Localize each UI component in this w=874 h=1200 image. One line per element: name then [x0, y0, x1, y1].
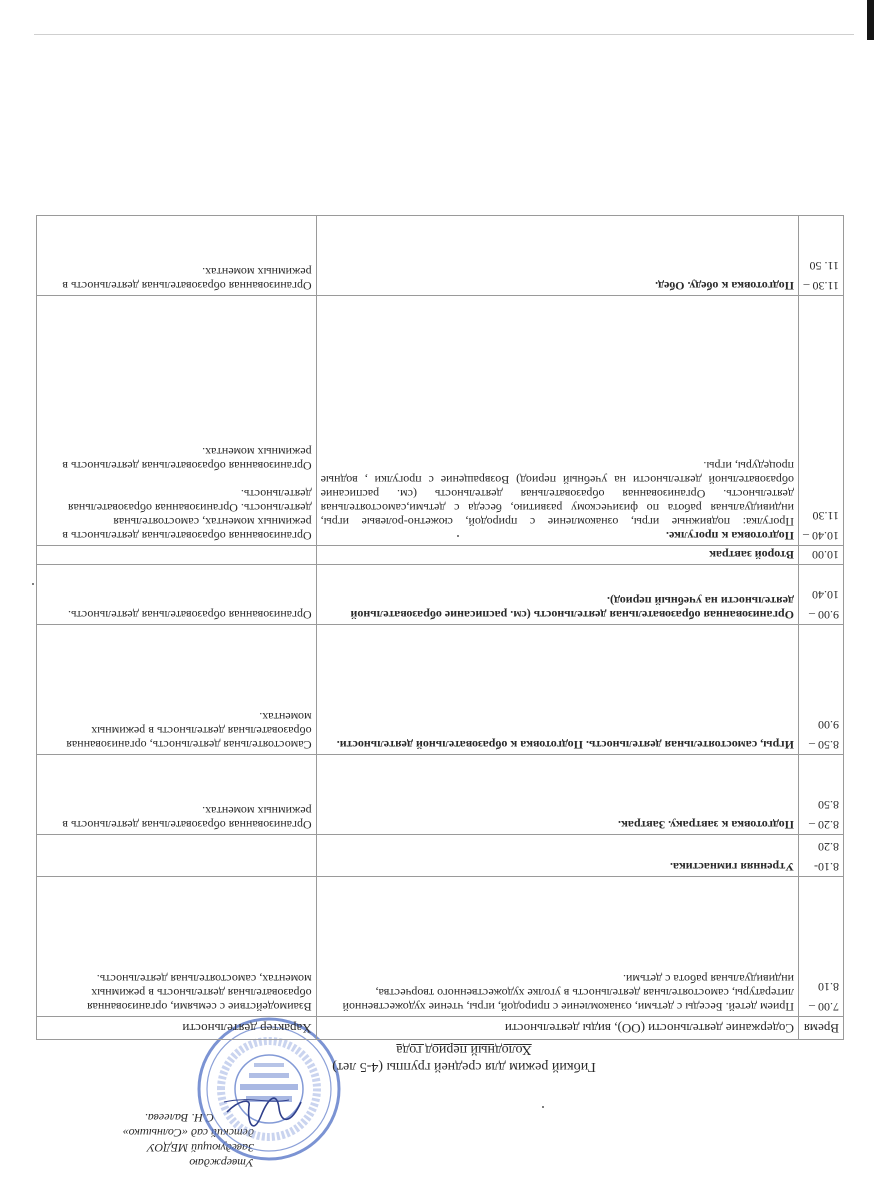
time-start: 10.40 –	[803, 529, 839, 543]
approval-line: Заведующий МБДОУ	[147, 1141, 254, 1155]
table-header-row	[37, 1017, 844, 1040]
title-main: Гибкий режим для средней группы (4-5 лет)	[332, 1059, 596, 1074]
type-cell: Взаимодействие с семьями, организованная образовательная деятельность в режимных моментах, самостоятельная деятельность.	[37, 877, 317, 1017]
content-cell	[316, 835, 798, 877]
table-row	[37, 877, 844, 1017]
type-cell: Организованная образовательная деятельность в режимных моментах.	[37, 755, 317, 835]
table-row	[37, 835, 844, 877]
content-text: Организованная образовательная деятельность (см. расписание образовательной деятельности на учебный период).	[350, 594, 795, 622]
content-cell	[316, 625, 798, 755]
signature	[219, 1090, 309, 1130]
time-cell	[799, 877, 844, 1017]
time-start: 8.10-	[814, 860, 839, 874]
type-text: Организованная образовательная деятельность в режимных моментах, самостоятельная деятельность. Организованная образовательная деятельность.	[62, 487, 312, 543]
time-end: 8.50	[818, 798, 839, 812]
content-text: Подготовка к завтраку. Завтрак.	[617, 818, 795, 832]
time-start: 10.00	[812, 548, 839, 562]
time-cell	[799, 835, 844, 877]
title-period: Холодный период года	[396, 1042, 532, 1057]
stray-dot	[542, 1106, 544, 1108]
content-cell	[316, 296, 798, 546]
schedule-table	[36, 215, 844, 1040]
approval-line: С.Н. Валеева.	[144, 1111, 214, 1125]
header-time: Время	[799, 1017, 844, 1040]
content-cell	[316, 216, 798, 296]
time-end: 8.10	[818, 980, 839, 994]
content-cell	[316, 565, 798, 625]
time-cell	[799, 755, 844, 835]
header-content: Содержание деятельности (ОО), виды деятельности	[316, 1017, 798, 1040]
time-end: 9.00	[818, 718, 839, 732]
table-row	[37, 755, 844, 835]
content-cell	[316, 877, 798, 1017]
time-start: 7.00 –	[809, 1000, 839, 1014]
table-row	[37, 625, 844, 755]
table-row	[37, 216, 844, 296]
type-cell: Самостоятельная деятельность, организованная образовательная деятельность в режимных моментах.	[37, 625, 317, 755]
approval-line: Утверждаю	[189, 1156, 254, 1170]
content-text: Второй завтрак	[709, 548, 795, 562]
type-text: Организованная образовательная деятельность в режимных моментах.	[62, 445, 312, 473]
time-end: 10.40	[812, 588, 839, 602]
scan-edge-bar	[867, 0, 874, 40]
stray-dot	[32, 583, 34, 585]
type-cell	[37, 546, 317, 565]
approval-line: детский сад «Солнышко»	[122, 1126, 254, 1140]
table-row	[37, 546, 844, 565]
header-type: Характер деятельности	[37, 1017, 317, 1040]
type-cell: Организованная образовательная деятельность в режимных моментах.	[37, 216, 317, 296]
table-row	[37, 565, 844, 625]
time-cell	[799, 296, 844, 546]
time-start: 9.00 –	[809, 608, 839, 622]
time-end: 8.20	[818, 840, 839, 854]
time-cell	[799, 546, 844, 565]
content-text: Прогулка: подвижные игры, ознакомление с природой, сюжетно-ролевые игры, индивидуальная работа по физическому развитию, беседа с детьми,самостоятельная деятельность. Организованная образовательная деятельность (см. расписание образовательной деятельности на учебный период) Возвращение с прогулки , водные процедуры, игры.	[320, 459, 795, 529]
time-cell	[799, 625, 844, 755]
time-end: 11. 50	[809, 259, 839, 273]
time-start: 8.20 –	[809, 818, 839, 832]
scan-edge-line	[34, 34, 854, 35]
content-cell	[316, 546, 798, 565]
time-start: 11.30 –	[803, 279, 839, 293]
time-start: 8.50 –	[809, 738, 839, 752]
content-text: Утренняя гимнастика.	[670, 860, 795, 874]
content-heading: Подготовка к прогулке.	[665, 529, 795, 543]
time-end: 11.30	[812, 509, 839, 523]
type-cell	[37, 835, 317, 877]
type-cell	[37, 296, 317, 546]
content-text: Игры, самостоятельная деятельность. Подготовка к образовательной деятельности.	[336, 738, 795, 752]
content-cell	[316, 755, 798, 835]
table-row	[37, 296, 844, 546]
time-cell	[799, 216, 844, 296]
time-cell	[799, 565, 844, 625]
type-cell: Организованная образовательная деятельность.	[37, 565, 317, 625]
content-text: Подготовка к обеду. Обед.	[655, 279, 795, 293]
content-text: Прием детей. Беседы с детьми, ознакомление с природой, игры, чтение художественной литературы, самостоятельная деятельность в уголке художественного творчества, индивидуальная работа с детьми.	[342, 972, 795, 1014]
document-title	[114, 1041, 814, 1075]
